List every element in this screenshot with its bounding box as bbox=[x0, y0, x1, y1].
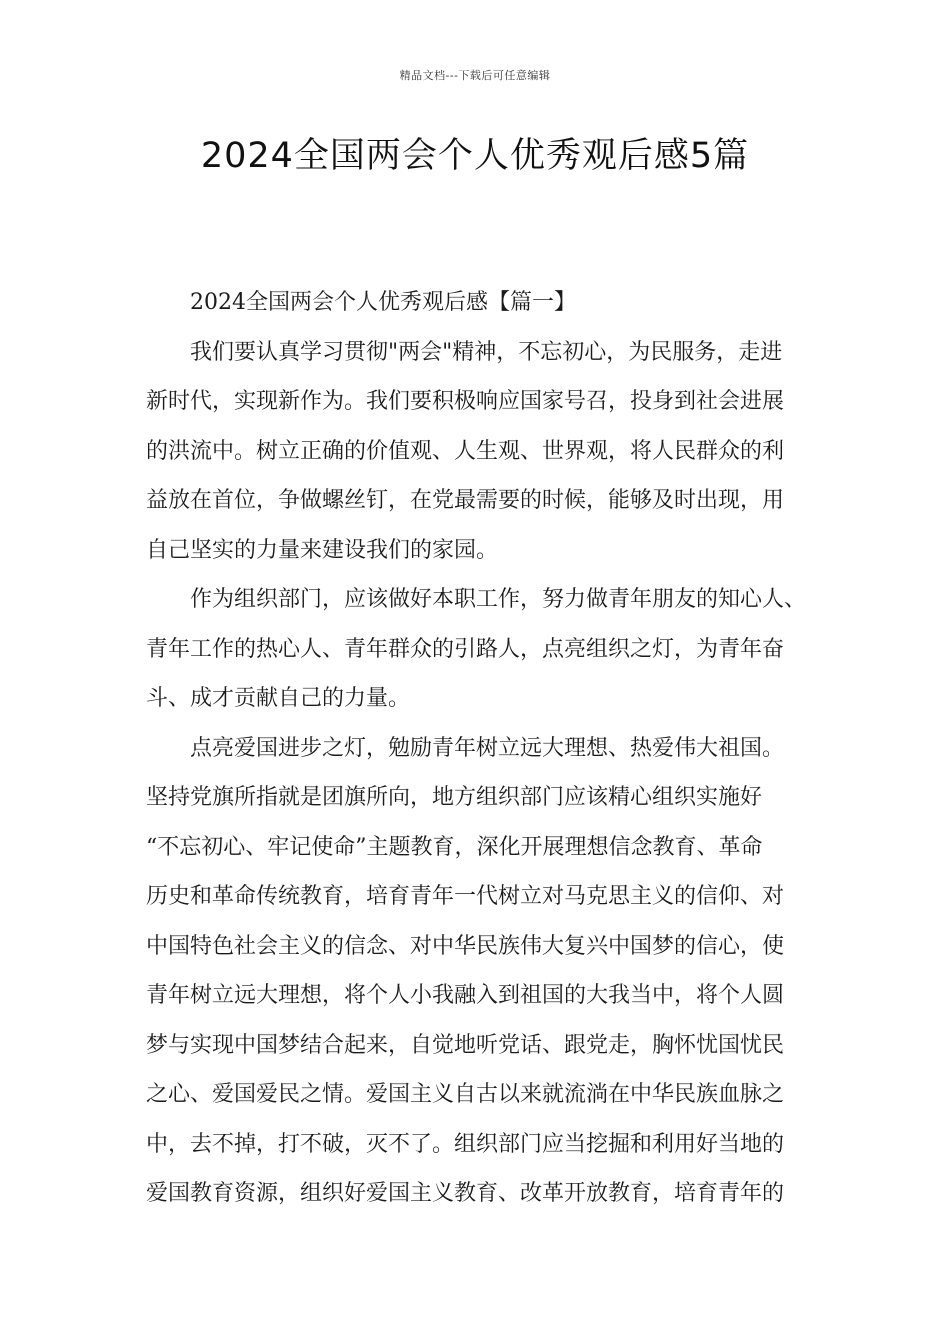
section-heading: 2024全国两会个人优秀观后感【篇一】 bbox=[190, 290, 576, 315]
paragraph-line: 历史和革命传统教育，培育青年一代树立对马克思主义的信仰、对 bbox=[146, 884, 785, 909]
paragraph-line: 之心、爱国爱民之情。爱国主义自古以来就流淌在中华民族血脉之 bbox=[146, 1082, 785, 1107]
header-note: 精品文档---下载后可任意编辑 bbox=[399, 69, 551, 82]
paragraph-line: 的洪流中。树立正确的价值观、人生观、世界观，将人民群众的利 bbox=[146, 438, 785, 464]
paragraph-line: 坚持党旗所指就是团旗所向，地方组织部门应该精心组织实施好 bbox=[146, 785, 763, 810]
paragraph bbox=[146, 724, 826, 1219]
paragraph-line: 中，去不掉，打不破，灭不了。组织部门应当挖掘和利用好当地的 bbox=[146, 1131, 785, 1157]
paragraph-line: 点亮爱国进步之灯，勉励青年树立远大理想、热爱伟大祖国。 bbox=[190, 735, 785, 761]
document-body bbox=[146, 278, 826, 1219]
paragraph-line: 作为组织部门，应该做好本职工作，努力做青年朋友的知心人、 bbox=[190, 587, 807, 612]
paragraph-line: 梦与实现中国梦结合起来，自觉地听党话、跟党走，胸怀忧国忧民 bbox=[146, 1032, 785, 1058]
paragraph-line: 新时代，实现新作为。我们要积极响应国家号召，投身到社会进展 bbox=[146, 389, 785, 414]
paragraph-line: 我们要认真学习贯彻"两会"精神，不忘初心，为民服务，走进 bbox=[190, 339, 783, 365]
paragraph-line: 斗、成才贡献自己的力量。 bbox=[146, 686, 411, 711]
paragraph bbox=[146, 575, 826, 724]
paragraph-line: 中国特色社会主义的信念、对中华民族伟大复兴中国梦的信心，使 bbox=[146, 933, 785, 959]
paragraph-line: 自己坚实的力量来建设我们的家园。 bbox=[146, 537, 499, 563]
paragraph-line: 爱国教育资源，组织好爱国主义教育、改革开放教育，培育青年的 bbox=[146, 1181, 785, 1206]
document-title: 2024全国两会个人优秀观后感5篇 bbox=[200, 136, 750, 176]
paragraph-line: 青年工作的热心人、青年群众的引路人，点亮组织之灯，为青年奋 bbox=[146, 636, 785, 662]
paragraph-line: “不忘初心、牢记使命”主题教育，深化开展理想信念教育、革命 bbox=[146, 834, 763, 860]
paragraph bbox=[146, 328, 826, 576]
paragraph-line: 益放在首位，争做螺丝钉，在党最需要的时候，能够及时出现，用 bbox=[146, 488, 785, 513]
paragraph-line: 青年树立远大理想，将个人小我融入到祖国的大我当中，将个人圆 bbox=[146, 983, 785, 1008]
